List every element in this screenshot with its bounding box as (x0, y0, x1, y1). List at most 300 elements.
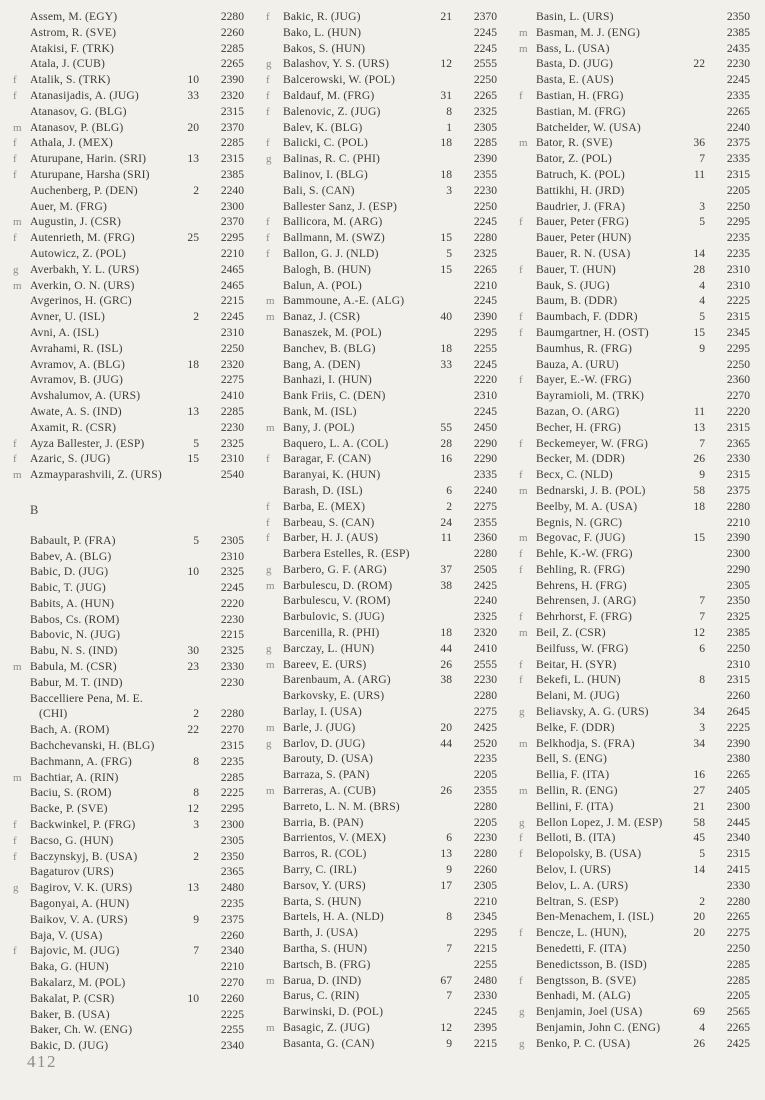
player-name: Baumhus, R. (FRG) (536, 341, 632, 355)
player-name: Basanta, G. (CAN) (283, 1036, 375, 1050)
rating-value: 2290 (726, 562, 750, 576)
player-name: Babovic, N. (JUG) (30, 628, 121, 642)
rating-value: 2310 (220, 549, 244, 563)
player-name: Belkhodja, S. (FRA) (536, 736, 635, 750)
games-count: 67 (440, 973, 452, 987)
title-prefix: m (266, 658, 275, 671)
player-name: Barth, J. (USA) (283, 926, 359, 940)
player-name: Bastian, M. (FRG) (536, 104, 626, 118)
rating-value: 2275 (473, 705, 497, 719)
games-count: 17 (440, 878, 452, 892)
games-count: 13 (693, 420, 705, 434)
player-name: Ballester Sanz, J. (ESP) (283, 199, 398, 213)
rating-value: 2395 (473, 1021, 497, 1034)
rating-value: 2245 (726, 73, 750, 87)
games-count: 5 (699, 215, 705, 229)
player-name: Bellini, F. (ITA) (536, 799, 614, 813)
rating-entry (519, 609, 750, 625)
rating-value: 2425 (726, 1036, 750, 1050)
rating-entry (266, 451, 497, 467)
rating-entry (519, 799, 750, 815)
player-name: Benedetti, F. (ITA) (536, 942, 627, 956)
player-name: Averkin, O. N. (URS) (30, 278, 135, 292)
rating-entry (13, 467, 244, 483)
rating-entry (519, 483, 750, 499)
rating-entry (13, 1022, 244, 1038)
games-count: 26 (693, 452, 705, 466)
title-prefix: f (266, 11, 270, 23)
title-prefix: m (266, 974, 275, 987)
rating-value: 2425 (473, 720, 497, 734)
player-name: Backe, P. (SVE) (30, 802, 108, 816)
player-name: Beil, Z. (CSR) (536, 626, 606, 640)
player-name: Bencze, L. (HUN), (536, 926, 628, 940)
player-name: Barrientos, V. (MEX) (283, 831, 387, 845)
rating-value: 2335 (726, 152, 750, 166)
player-name: Banaszek, M. (POL) (283, 325, 382, 339)
player-name: Barry, C. (IRL) (283, 863, 357, 877)
rating-value: 2300 (726, 799, 750, 813)
rating-entry (519, 404, 750, 420)
games-count: 28 (693, 262, 705, 276)
player-name: Barash, D. (ISL) (283, 483, 363, 497)
player-name: Baccelliere Pena, M. E. (30, 691, 143, 705)
player-name: Basman, M. J. (ENG) (536, 25, 640, 39)
rating-entry (519, 578, 750, 594)
player-name: Bach, A. (ROM) (30, 723, 110, 737)
rating-entry (266, 862, 497, 878)
player-name: Bastian, H. (FRG) (536, 88, 624, 102)
title-prefix: f (266, 532, 270, 545)
player-name: Bank Friis, C. (DEN) (283, 389, 386, 403)
player-name: Atalik, S. (TRK) (30, 73, 111, 87)
player-name: Bellia, F. (ITA) (536, 768, 610, 782)
rating-value: 2365 (220, 865, 244, 879)
rating-entry (13, 912, 244, 928)
games-count: 8 (699, 673, 705, 687)
rating-column-2 (266, 9, 497, 1054)
rating-value: 2235 (726, 246, 750, 260)
rating-value: 2410 (220, 389, 244, 403)
rating-column-1 (13, 9, 244, 1054)
player-name: Barczay, L. (HUN) (283, 641, 375, 655)
rating-entry (266, 578, 497, 594)
player-name: Barlay, I. (USA) (283, 705, 362, 719)
player-name: Bako, L. (HUN) (283, 25, 362, 39)
rating-value: 2330 (473, 989, 497, 1003)
title-prefix: f (13, 834, 17, 847)
rating-value: 2385 (726, 25, 750, 39)
player-name: Babits, A. (HUN) (30, 596, 115, 610)
rating-value: 2390 (473, 152, 497, 166)
rating-value: 2265 (726, 910, 750, 924)
games-count: 34 (693, 736, 705, 750)
rating-value: 2265 (220, 57, 244, 71)
games-count: 7 (446, 942, 452, 956)
rating-value: 2310 (220, 452, 244, 466)
rating-value: 2365 (726, 436, 750, 450)
player-name: Baikov, V. A. (URS) (30, 912, 128, 926)
games-count: 10 (187, 991, 199, 1005)
rating-entry (13, 801, 244, 817)
player-name: Avrahami, R. (ISL) (30, 341, 123, 355)
rating-value: 2385 (220, 167, 244, 181)
games-count: 7 (446, 989, 452, 1003)
player-name: Behrens, H. (FRG) (536, 578, 627, 592)
title-prefix: f (519, 263, 523, 276)
games-count: 20 (187, 120, 199, 134)
rating-entry (13, 167, 244, 183)
player-name: Auchenberg, P. (DEN) (30, 183, 138, 197)
games-count: 2 (193, 707, 199, 721)
player-name: Bachmann, A. (FRG) (30, 754, 132, 768)
games-count: 5 (699, 847, 705, 861)
rating-value: 2245 (473, 25, 497, 39)
rating-value: 2230 (473, 673, 497, 687)
rating-entry (519, 451, 750, 467)
player-name: Balinov, I. (BLG) (283, 167, 368, 181)
rating-value: 2250 (473, 73, 497, 87)
player-name: Baciu, S. (ROM) (30, 786, 112, 800)
player-name: Baumbach, F. (DDR) (536, 310, 638, 324)
player-name: Begovac, F. (JUG) (536, 531, 626, 545)
rating-value: 2225 (726, 720, 750, 734)
games-count: 6 (699, 641, 705, 655)
games-count: 8 (446, 910, 452, 924)
player-name: Battikhi, H. (JRD) (536, 183, 625, 197)
title-prefix: m (266, 785, 275, 798)
player-name: Balev, K. (BLG) (283, 120, 363, 134)
rating-value: 2310 (726, 657, 750, 671)
rating-entry (13, 991, 244, 1007)
player-name: Barsov, Y. (URS) (283, 878, 366, 892)
games-count: 26 (440, 657, 452, 671)
player-name: Barbeau, S. (CAN) (283, 515, 375, 529)
games-count: 9 (699, 341, 705, 355)
rating-value: 2350 (726, 594, 750, 608)
rating-entry (519, 562, 750, 578)
rating-value: 2230 (220, 420, 244, 434)
rating-value: 2280 (726, 894, 750, 908)
rating-value: 2300 (220, 818, 244, 832)
rating-value: 2250 (726, 942, 750, 956)
rating-entry (519, 672, 750, 688)
rating-entry (13, 262, 244, 278)
games-count: 4 (699, 1021, 705, 1034)
rating-entry (519, 325, 750, 341)
title-prefix: f (266, 247, 270, 260)
games-count: 12 (440, 1021, 452, 1034)
rating-entry (519, 973, 750, 989)
rating-entry (519, 357, 750, 373)
games-count: 3 (699, 199, 705, 213)
rating-value: 2320 (473, 626, 497, 640)
games-count: 12 (187, 802, 199, 816)
rating-value: 2305 (473, 120, 497, 134)
rating-entry (519, 546, 750, 562)
player-name: Beitar, H. (SYR) (536, 657, 617, 671)
rating-entry (519, 688, 750, 704)
rating-entry (266, 530, 497, 546)
player-name: Axamit, R. (CSR) (30, 420, 117, 434)
games-count: 23 (187, 660, 199, 674)
rating-value: 2275 (726, 926, 750, 940)
player-name: Babu, N. S. (IND) (30, 644, 118, 658)
rating-entry (266, 41, 497, 57)
rating-value: 2280 (473, 231, 497, 245)
title-prefix: f (13, 453, 17, 466)
games-count: 36 (693, 136, 705, 150)
rating-entry (13, 214, 244, 230)
games-count: 3 (193, 818, 199, 832)
rating-value: 2335 (726, 88, 750, 102)
player-name: Baranyai, K. (HUN) (283, 468, 381, 482)
games-count: 4 (699, 294, 705, 308)
player-name: Bauer, R. N. (USA) (536, 246, 631, 260)
rating-entry (13, 864, 244, 880)
player-name: Barwinski, D. (POL) (283, 1005, 384, 1019)
rating-entry (266, 72, 497, 88)
player-name: Babula, M. (CSR) (30, 660, 117, 674)
rating-value: 2280 (473, 799, 497, 813)
player-name: Bachtiar, A. (RIN) (30, 770, 119, 784)
games-count: 18 (440, 341, 452, 355)
player-name: Baquero, L. A. (COL) (283, 436, 389, 450)
games-count: 18 (693, 499, 705, 513)
player-name: Balicki, C. (POL) (283, 136, 368, 150)
rating-entry (266, 183, 497, 199)
rating-value: 2295 (220, 231, 244, 245)
rating-entry (13, 88, 244, 104)
rating-entry (266, 736, 497, 752)
title-prefix: f (519, 611, 523, 624)
player-name: Bagirov, V. K. (URS) (30, 881, 133, 895)
rating-value: 2280 (473, 547, 497, 561)
rating-value: 2315 (726, 420, 750, 434)
player-name: Basin, L. (URS) (536, 10, 614, 23)
games-count: 2 (193, 849, 199, 863)
rating-value: 2225 (220, 786, 244, 800)
rating-value: 2210 (473, 894, 497, 908)
player-name: Belloti, B. (ITA) (536, 831, 616, 845)
rating-entry (519, 56, 750, 72)
title-prefix: f (519, 311, 523, 324)
rating-entry (519, 720, 750, 736)
title-prefix: g (266, 737, 272, 750)
rating-entry (13, 959, 244, 975)
rating-value: 2205 (726, 989, 750, 1003)
title-prefix: g (13, 882, 19, 895)
player-name: Baker, B. (USA) (30, 1007, 110, 1021)
rating-entry (266, 388, 497, 404)
rating-entry (266, 499, 497, 515)
games-count: 55 (440, 420, 452, 434)
rating-value: 2405 (726, 784, 750, 798)
title-prefix: m (266, 295, 275, 308)
games-count: 5 (193, 533, 199, 547)
games-count: 37 (440, 562, 452, 576)
rating-entry (519, 88, 750, 104)
rating-entry (519, 135, 750, 151)
rating-entry (13, 1007, 244, 1023)
player-name: Bator, Z. (POL) (536, 152, 612, 166)
player-name: Barlov, D. (JUG) (283, 736, 366, 750)
rating-entry (13, 659, 244, 675)
player-name: Bareev, E. (URS) (283, 657, 367, 671)
player-name: Bany, J. (POL) (283, 420, 355, 434)
games-count: 11 (693, 404, 705, 418)
player-name: Behrensen, J. (ARG) (536, 594, 637, 608)
rating-value: 2340 (220, 944, 244, 958)
title-prefix: m (519, 137, 528, 150)
rating-entry (519, 1004, 750, 1020)
rating-value: 2245 (473, 1005, 497, 1019)
title-prefix: f (266, 89, 270, 102)
games-count: 69 (693, 1005, 705, 1019)
player-name: Barbera Estelles, R. (ESP) (283, 547, 410, 561)
games-count: 12 (440, 57, 452, 71)
player-name: Balenovic, Z. (JUG) (283, 104, 381, 118)
rating-entry (266, 56, 497, 72)
rating-value: 2325 (473, 104, 497, 118)
rating-value: 2265 (726, 1021, 750, 1034)
games-count: 33 (440, 357, 452, 371)
player-name: Barreto, L. N. M. (BRS) (283, 799, 400, 813)
rating-entry (266, 546, 497, 562)
rating-entry (266, 167, 497, 183)
games-count: 8 (446, 104, 452, 118)
title-prefix: g (266, 563, 272, 576)
title-prefix: m (266, 421, 275, 434)
page-number: 412 (27, 1052, 57, 1071)
player-name: Beckemeyer, W. (FRG) (536, 436, 649, 450)
rating-value: 2330 (220, 660, 244, 674)
title-prefix: m (13, 661, 22, 674)
rating-value: 2235 (473, 752, 497, 766)
rating-entry (266, 214, 497, 230)
games-count: 13 (187, 881, 199, 895)
title-prefix: m (519, 42, 528, 55)
rating-entry (519, 104, 750, 120)
rating-entry (519, 167, 750, 183)
rating-entry (266, 151, 497, 167)
rating-entry (13, 928, 244, 944)
player-name: Baumgartner, H. (OST) (536, 325, 649, 339)
player-name: Bauer, Peter (HUN) (536, 231, 632, 245)
rating-value: 2215 (220, 294, 244, 308)
rating-entry (266, 341, 497, 357)
title-prefix: f (519, 848, 523, 861)
rating-value: 2310 (726, 278, 750, 292)
rating-value: 2230 (726, 57, 750, 71)
title-prefix: m (519, 26, 528, 39)
rating-value: 2415 (726, 863, 750, 877)
rating-entry (13, 833, 244, 849)
rating-value: 2260 (726, 689, 750, 703)
player-name: Benjamin, John C. (ENG) (536, 1021, 661, 1034)
player-name: Bartha, S. (HUN) (283, 942, 368, 956)
rating-value: 2435 (726, 41, 750, 55)
player-name: Averbakh, Y. L. (URS) (30, 262, 140, 276)
rating-entry (266, 688, 497, 704)
rating-entry (519, 925, 750, 941)
player-name: Atala, J. (CUB) (30, 57, 106, 71)
player-name: Babic, D. (JUG) (30, 565, 109, 579)
rating-value: 2390 (473, 310, 497, 324)
player-name: Benjamin, Joel (USA) (536, 1005, 643, 1019)
rating-value: 2370 (220, 215, 244, 229)
rating-entry (266, 199, 497, 215)
player-name: Babault, P. (FRA) (30, 533, 116, 547)
player-name: Begnis, N. (GRC) (536, 515, 623, 529)
rating-entry (13, 278, 244, 294)
rating-entry (13, 754, 244, 770)
rating-value: 2310 (726, 262, 750, 276)
rating-entry (519, 957, 750, 973)
title-prefix: f (519, 927, 523, 940)
title-prefix: f (266, 105, 270, 118)
rating-entry (13, 975, 244, 991)
rating-value: 2250 (726, 199, 750, 213)
rating-value: 2315 (726, 673, 750, 687)
rating-entry (13, 420, 244, 436)
title-prefix: f (519, 674, 523, 687)
title-prefix: m (266, 579, 275, 592)
rating-value: 2480 (473, 973, 497, 987)
rating-entry (519, 941, 750, 957)
player-name: Barreras, A. (CUB) (283, 784, 376, 798)
rating-entry (13, 596, 244, 612)
rating-value: 2235 (220, 754, 244, 768)
games-count: 7 (699, 152, 705, 166)
player-name: Baldauf, M. (FRG) (283, 88, 375, 102)
rating-value: 2300 (220, 199, 244, 213)
player-name: Aturupane, Harsha (SRI) (30, 167, 150, 181)
rating-value: 2565 (726, 1005, 750, 1019)
rating-value: 2315 (726, 468, 750, 482)
rating-entry (13, 372, 244, 388)
games-count: 9 (446, 1036, 452, 1050)
title-prefix: m (13, 279, 22, 292)
rating-value: 2555 (473, 657, 497, 671)
games-count: 18 (440, 136, 452, 150)
rating-entry (519, 641, 750, 657)
rating-entry (266, 230, 497, 246)
rating-entry (519, 767, 750, 783)
title-prefix: f (266, 500, 270, 513)
games-count: 38 (440, 673, 452, 687)
rating-value: 2285 (220, 41, 244, 55)
rating-entry (13, 72, 244, 88)
rating-entry (519, 120, 750, 136)
title-prefix: f (266, 74, 270, 87)
games-count: 33 (187, 88, 199, 102)
games-count: 15 (440, 262, 452, 276)
player-name: Athala, J. (MEX) (30, 136, 113, 150)
games-count: 5 (193, 436, 199, 450)
player-name: Banaz, J. (CSR) (283, 310, 360, 324)
rating-entry (266, 1036, 497, 1052)
rating-value: 2390 (726, 531, 750, 545)
title-prefix: m (519, 484, 528, 497)
rating-entry (519, 420, 750, 436)
rating-entry (266, 436, 497, 452)
player-name: Avramov, A. (BLG) (30, 357, 125, 371)
player-name: Avner, U. (ISL) (30, 310, 105, 324)
rating-value: 2295 (473, 325, 497, 339)
games-count: 7 (699, 594, 705, 608)
title-prefix: f (13, 74, 17, 87)
